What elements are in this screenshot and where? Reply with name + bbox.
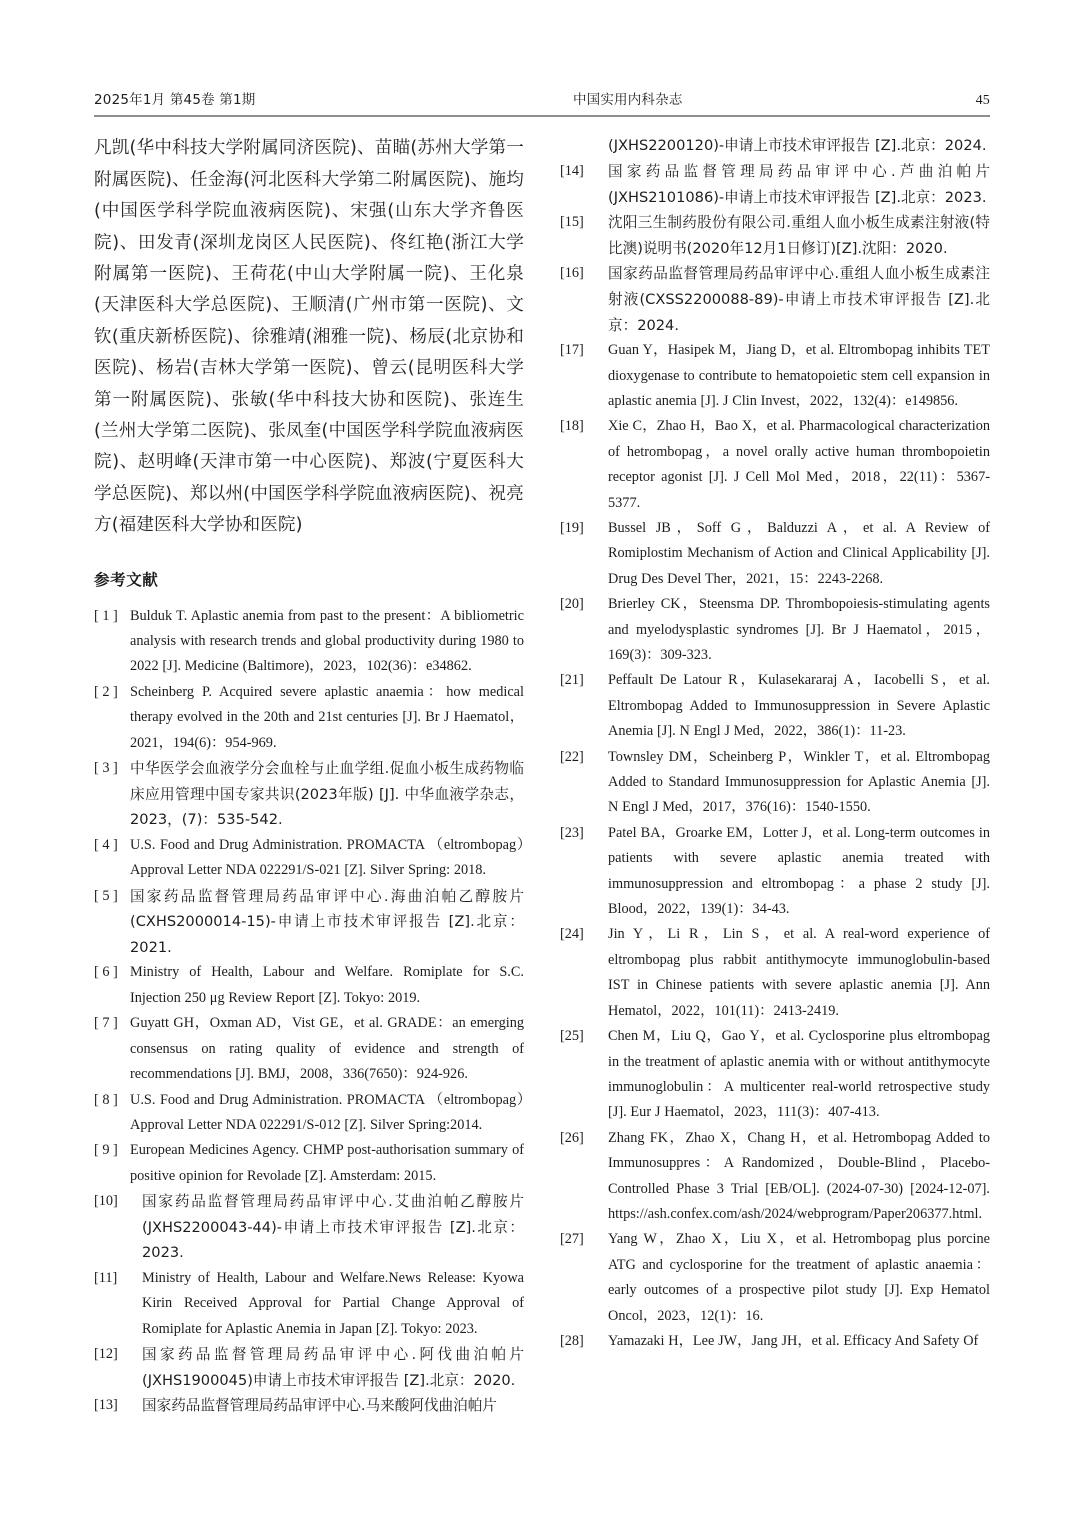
references-heading: 参考文献 (94, 570, 159, 589)
reference-item (560, 210, 990, 261)
two-column-body (94, 133, 990, 1419)
reference-item (94, 833, 524, 884)
reference-item-split-continuation (560, 133, 990, 159)
reference-item (560, 745, 990, 821)
reference-number: [ 7 ] (94, 1015, 118, 1032)
reference-text: Guyatt GH，Oxman AD，Vist GE，et al. GRADE：an emerging consensus on rating quality of evidence and strength of recommendations [J]. BMJ，2008，336(7650)：924-926. (130, 1015, 524, 1083)
reference-text: Bussel JB，Soff G，Balduzzi A，et al. A Review of Romiplostim Mechanism of Action and Clinical Applicability [J]. Drug Des Devel Ther，2021，15：2243-2268. (608, 519, 990, 587)
reference-list-left (94, 604, 524, 1419)
reference-item (94, 884, 524, 961)
reference-item (94, 1266, 524, 1342)
header-rule (94, 115, 990, 117)
reference-item (560, 338, 990, 414)
reference-number: [ 2 ] (94, 683, 118, 700)
reference-number: [25] (560, 1028, 584, 1045)
reference-number: [21] (560, 672, 584, 689)
reference-number: [27] (560, 1231, 584, 1248)
reference-text: 国家药品监督管理局药品审评中心.马来酸阿伐曲泊帕片 (142, 1397, 497, 1415)
reference-text: Brierley CK，Steensma DP. Thrombopoiesis-stimulating agents and myelodysplastic syndromes [J]. Br J Haematol，2015，169(3)：309-323. (608, 596, 990, 664)
reference-number: [24] (560, 926, 584, 943)
reference-item (94, 1088, 524, 1139)
reference-item (94, 960, 524, 1011)
reference-number: [18] (560, 418, 584, 435)
reference-text: Guan Y，Hasipek M，Jiang D，et al. Eltrombopag inhibits TET dioxygenase to contribute to hematopoietic stem cell expansion in aplastic anemia [J]. J Clin Invest，2022，132(4)：e149856. (608, 342, 990, 409)
reference-text: Scheinberg P. Acquired severe aplastic anaemia：how medical therapy evolved in the 20th and 21st centuries [J]. Br J Haematol，2021，194(6)：954-969. (130, 683, 524, 751)
reference-item-split-start (94, 1393, 524, 1419)
reference-text: Patel BA，Groarke EM，Lotter J，et al. Long-term outcomes in patients with severe aplastic anemia treated with immunosuppression and eltrombopag：a phase 2 study [J]. Blood，2022，139(1)：34-43. (608, 824, 990, 918)
reference-item (560, 1227, 990, 1329)
reference-item (94, 1011, 524, 1087)
reference-text: 沈阳三生制药股份有限公司.重组人血小板生成素注射液(特比澳)说明书(2020年12月1日修订)[Z].沈阳：2020. (608, 214, 990, 257)
reference-list-right (560, 133, 990, 1354)
reference-text: 国家药品监督管理局药品审评中心.阿伐曲泊帕片(JXHS1900045)申请上市技术审评报告 [Z].北京：2020. (142, 1346, 524, 1389)
reference-text: Zhang FK，Zhao X，Chang H，et al. Hetrombopag Added to Immunosuppres：A Randomized，Double-Blind，Placebo-Controlled Phase 3 Trial [EB/OL]. (2024-07-30) [2024-12-07]. https://ash.confex.com/ash/2024/webprogram/Paper206377.html. (608, 1129, 990, 1222)
reference-text: 中华医学会血液学分会血栓与止血学组.促血小板生成药物临床应用管理中国专家共识(2023年版) [J]. 中华血液学杂志，2023，(7)：535-542. (130, 760, 524, 829)
reference-item (560, 922, 990, 1024)
reference-item (560, 1024, 990, 1126)
reference-number: [23] (560, 824, 584, 841)
reference-text: Xie C，Zhao H，Bao X，et al. Pharmacological characterization of hetrombopag，a novel orally active human thrombopoietin receptor agonist [J]. J Cell Mol Med，2018，22(11)：5367-5377. (608, 418, 990, 511)
reference-text: U.S. Food and Drug Administration. PROMACTA （eltrombopag）Approval Letter NDA 022291/S-021 [Z]. Silver Spring: 2018. (130, 836, 524, 879)
page-number: 45 (975, 93, 990, 108)
reference-number: [15] (560, 214, 584, 231)
reference-text: Jin Y，Li R，Lin S，et al. A real-word experience of eltrombopag plus rabbit antithymocyte immunoglobulin-based IST in Chinese patients with severe aplastic anemia [J]. Ann Hematol，2022，101(11)：2413-2419. (608, 926, 990, 1019)
reference-number: [11] (94, 1269, 118, 1286)
reference-number: [28] (560, 1332, 584, 1349)
right-column (560, 133, 990, 1354)
reference-number: [ 3 ] (94, 760, 118, 777)
reference-number: [20] (560, 596, 584, 613)
reference-item (560, 1329, 990, 1354)
reference-text: Yang W，Zhao X，Liu X，et al. Hetrombopag plus porcine ATG and cyclosporine for the treatment of aplastic anaemia：early outcomes of a prospective pilot study [J]. Exp Hematol Oncol，2023，12(1)：16. (608, 1231, 990, 1324)
reference-item (560, 159, 990, 210)
reference-item (560, 1126, 990, 1228)
reference-text: 国家药品监督管理局药品审评中心.海曲泊帕乙醇胺片(CXHS2000014-15)-申请上市技术审评报告 [Z].北京：2021. (130, 887, 524, 956)
running-head (94, 88, 990, 108)
reference-item (560, 414, 990, 516)
reference-number: [12] (94, 1346, 118, 1363)
reference-item (94, 604, 524, 680)
reference-item (94, 1342, 524, 1393)
reference-number: [13] (94, 1397, 118, 1414)
reference-item (94, 1138, 524, 1189)
reference-text: Chen M，Liu Q，Gao Y，et al. Cyclosporine plus eltrombopag in the treatment of aplastic anemia with or without antithymocyte immunoglobulin：A multicenter real-world retrospective study [J]. Eur J Haematol，2023，111(3)：407-413. (608, 1028, 990, 1121)
reference-text: U.S. Food and Drug Administration. PROMACTA （eltrombopag）Approval Letter NDA 022291/S-012 [Z]. Silver Spring:2014. (130, 1091, 524, 1133)
reference-number: [ 4 ] (94, 836, 118, 853)
left-column (94, 133, 524, 1419)
reference-text: Ministry of Health, Labour and Welfare.News Release: Kyowa Kirin Received Approval for Partial Change Approval of Romiplate for Aplastic Anemia in Japan [Z]. Tokyo: 2023. (142, 1269, 524, 1337)
reference-item (560, 821, 990, 923)
reference-item (94, 756, 524, 833)
reference-number: [26] (560, 1129, 584, 1146)
reference-text: Townsley DM，Scheinberg P，Winkler T，et al. Eltrombopag Added to Standard Immunosuppression for Aplastic Anemia [J]. N Engl J Med，2017，376(16)：1540-1550. (608, 748, 990, 816)
reference-text: 国家药品监督管理局药品审评中心.重组人血小板生成素注射液(CXSS2200088-89)-申请上市技术审评报告 [Z].北京：2024. (608, 265, 991, 334)
reference-item (560, 261, 990, 338)
reference-text: 国家药品监督管理局药品审评中心.芦曲泊帕片(JXHS2101086)-申请上市技术审评报告 [Z].北京：2023. (608, 162, 990, 206)
reference-text: (JXHS2200120)-申请上市技术审评报告 [Z].北京：2024. (608, 137, 987, 155)
reference-number: [19] (560, 519, 584, 536)
reference-text: Yamazaki H，Lee JW，Jang JH，et al. Efficacy And Safety Of (608, 1332, 979, 1349)
affiliation-paragraph: 凡凯(华中科技大学附属同济医院)、苗瞄(苏州大学第一附属医院)、任金海(河北医科大学第二附属医院)、施均(中国医学科学院血液病医院)、宋强(山东大学齐鲁医院)、田发青(深圳龙岗区人民医院)、佟红艳(浙江大学附属第一医院)、王荷花(中山大学附属一院)、王化泉(天津医科大学总医院)、王顺清(广州市第一医院)、文钦(重庆新桥医院)、徐雅靖(湘雅一院)、杨辰(北京协和医院)、杨岩(吉林大学第一医院)、曾云(昆明医科大学第一附属医院)、张敏(华中科技大协和医院)、张连生(兰州大学第二医院)、张凤奎(中国医学科学院血液病医院)、赵明峰(天津市第一中心医院)、郑波(宁夏医科大学总医院)、郑以州(中国医学科学院血液病医院)、祝亮方(福建医科大学协和医院) (94, 138, 524, 536)
reference-text: Ministry of Health, Labour and Welfare. Romiplate for S.C. Injection 250 μg Review Report [Z]. Tokyo: 2019. (130, 964, 524, 1006)
reference-text: Peffault De Latour R，Kulasekararaj A，Iacobelli S，et al. Eltrombopag Added to Immunosuppression in Severe Aplastic Anemia [J]. N Engl J Med，2022，386(1)：11-23. (608, 672, 990, 740)
reference-number: [ 1 ] (94, 607, 118, 624)
reference-item (560, 516, 990, 592)
reference-number: [14] (560, 162, 584, 179)
running-head-journal-title: 中国实用内科杂志 (572, 92, 683, 108)
reference-text: 国家药品监督管理局药品审评中心.艾曲泊帕乙醇胺片(JXHS2200043-44)-申请上市技术审评报告 [Z].北京：2023. (142, 1193, 524, 1262)
reference-number: [ 5 ] (94, 887, 118, 904)
running-head-issue: 2025年1月 第45卷 第1期 (94, 92, 256, 108)
reference-number: [ 8 ] (94, 1091, 118, 1108)
reference-number: [22] (560, 748, 584, 765)
reference-text: European Medicines Agency. CHMP post-authorisation summary of positive opinion for Revolade [Z]. Amsterdam: 2015. (130, 1142, 524, 1184)
reference-number: [10] (94, 1193, 118, 1210)
reference-item (94, 1189, 524, 1266)
reference-number: [16] (560, 265, 584, 282)
reference-item (94, 680, 524, 756)
reference-number: [ 9 ] (94, 1142, 118, 1159)
reference-text: Bulduk T. Aplastic anemia from past to the present：A bibliometric analysis with research trends and global productivity during 1980 to 2022 [J]. Medicine (Baltimore)，2023，102(36)：e34862. (130, 607, 524, 675)
reference-item (560, 592, 990, 668)
reference-item (560, 668, 990, 744)
reference-number: [ 6 ] (94, 964, 118, 981)
reference-number: [17] (560, 342, 584, 359)
